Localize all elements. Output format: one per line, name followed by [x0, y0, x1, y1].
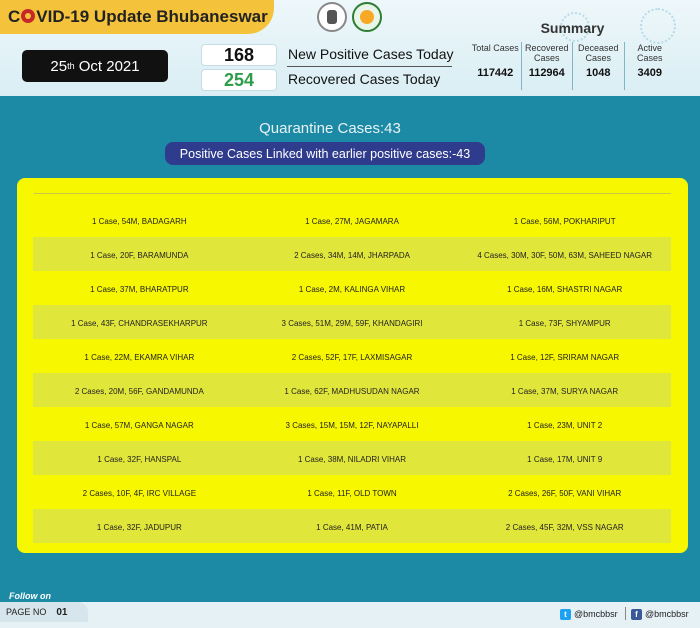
recovered-count: 254: [201, 69, 277, 91]
summary-active: [625, 42, 676, 90]
bmc-logo-icon: [352, 2, 382, 32]
title-city: Bhubaneswar: [156, 7, 268, 26]
case-entry: 1 Case, 43F, CHANDRASEKHARPUR: [71, 318, 208, 328]
table-row: [33, 441, 671, 475]
virus-icon: [21, 9, 35, 23]
summary-title: Summary: [540, 20, 605, 36]
quarantine-title: Quarantine Cases:43: [259, 120, 401, 137]
recovered-label: Recovered Cases Today: [288, 71, 441, 87]
date-badge: [22, 50, 168, 82]
facebook-link[interactable]: [631, 607, 689, 621]
summary-value: 117442: [477, 67, 514, 79]
divider: [287, 66, 452, 67]
summary-label: Recovered Cases: [524, 43, 569, 63]
case-entry: 1 Case, 62F, MADHUSUDAN NAGAR: [284, 386, 420, 396]
summary-value: 1048: [586, 67, 611, 79]
page-number: 01: [56, 606, 68, 618]
date-suffix: th: [67, 61, 75, 71]
case-entry: 4 Cases, 30M, 30F, 50M, 63M, SAHEED NAGAR: [477, 250, 653, 260]
divider: [625, 607, 626, 620]
case-entry: 1 Case, 17M, UNIT 9: [527, 454, 603, 464]
case-entry: 1 Case, 37M, BHARATPUR: [90, 284, 189, 294]
case-entry: 1 Case, 57M, GANGA NAGAR: [84, 420, 194, 430]
summary-value: 3409: [637, 67, 662, 79]
case-entry: 2 Cases, 26F, 50F, VANI VIHAR: [508, 488, 622, 498]
table-row: [33, 407, 671, 441]
title-prefix: C: [8, 7, 21, 26]
summary-value: 112964: [528, 67, 565, 79]
summary-label: Total Cases: [471, 43, 519, 53]
date-rest: Oct 2021: [74, 57, 140, 75]
page-indicator: [0, 602, 88, 622]
case-entry: 1 Case, 16M, SHASTRI NAGAR: [507, 284, 623, 294]
twitter-link[interactable]: [560, 607, 618, 621]
case-entry: 1 Case, 73F, SHYAMPUR: [518, 318, 611, 328]
twitter-handle: @bmcbbsr: [574, 609, 618, 619]
summary-recovered: [522, 42, 574, 90]
case-entry: 1 Case, 2M, KALINGA VIHAR: [298, 284, 406, 294]
summary-label: Active Cases: [636, 43, 663, 63]
table-row: [33, 373, 671, 407]
table-row: [33, 339, 671, 373]
case-entry: 1 Case, 22M, EKAMRA VIHAR: [84, 352, 195, 362]
case-entry: 1 Case, 56M, POKHARIPUT: [513, 216, 616, 226]
title-banner: [0, 0, 274, 34]
summary-table: [470, 42, 675, 90]
facebook-handle: @bmcbbsr: [645, 609, 689, 619]
table-row: [33, 475, 671, 509]
case-entry: 1 Case, 20F, BARAMUNDA: [90, 250, 189, 260]
case-entry: 1 Case, 23M, UNIT 2: [527, 420, 603, 430]
case-entry: 2 Cases, 20M, 56F, GANDAMUNDA: [74, 386, 204, 396]
case-entry: 2 Cases, 45F, 32M, VSS NAGAR: [505, 522, 624, 532]
twitter-icon: t: [560, 609, 571, 620]
new-cases-label: New Positive Cases Today: [288, 46, 454, 62]
case-entry: 2 Cases, 52F, 17F, LAXMISAGAR: [291, 352, 413, 362]
table-row: [33, 305, 671, 339]
facebook-icon: f: [631, 609, 642, 620]
table-row: [33, 203, 671, 237]
summary-deceased: [573, 42, 625, 90]
case-entry: 1 Case, 12F, SRIRAM NAGAR: [510, 352, 620, 362]
divider: [34, 193, 671, 194]
case-entry: 2 Cases, 10F, 4F, IRC VILLAGE: [82, 488, 197, 498]
linked-cases-banner: Positive Cases Linked with earlier positive cases:-43: [165, 142, 485, 165]
state-emblem-icon: [317, 2, 347, 32]
title-mid: VID-19 Update: [36, 7, 157, 26]
new-cases-count: 168: [201, 44, 277, 66]
summary-total: [470, 42, 522, 90]
case-entry: 3 Cases, 51M, 29M, 59F, KHANDAGIRI: [281, 318, 423, 328]
table-row: [33, 271, 671, 305]
summary-label: Deceased Cases: [577, 43, 619, 63]
table-row: [33, 509, 671, 543]
follow-label: Follow on: [9, 591, 51, 601]
page-label: PAGE NO: [6, 607, 47, 617]
case-entry: 1 Case, 11F, OLD TOWN: [307, 488, 397, 498]
case-entry: 1 Case, 38M, NILADRI VIHAR: [297, 454, 407, 464]
case-entry: 1 Case, 32F, HANSPAL: [97, 454, 182, 464]
case-entry: 1 Case, 54M, BADAGARH: [91, 216, 187, 226]
case-entry: 1 Case, 27M, JAGAMARA: [305, 216, 399, 226]
case-entry: 3 Cases, 15M, 15M, 12F, NAYAPALLI: [285, 420, 419, 430]
table-row: [33, 237, 671, 271]
case-entry: 2 Cases, 34M, 14M, JHARPADA: [294, 250, 410, 260]
date-day: 25: [50, 57, 68, 75]
case-entry: 1 Case, 32F, JADUPUR: [96, 522, 182, 532]
case-entry: 1 Case, 41M, PATIA: [316, 522, 388, 532]
page-title: [8, 7, 268, 27]
case-entry: 1 Case, 37M, SURYA NAGAR: [511, 386, 619, 396]
